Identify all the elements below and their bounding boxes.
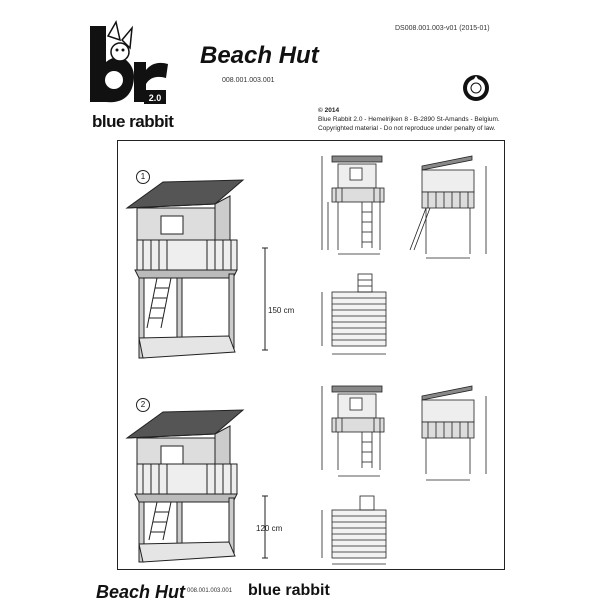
logo-version: 2.0	[148, 93, 162, 103]
side-elevation-1	[402, 156, 492, 269]
product-code: 008.001.003.001	[222, 77, 275, 84]
front-elevation-1	[318, 154, 398, 269]
document-id: DS008.001.003-v01 (2015-01)	[395, 25, 490, 32]
footer-brand: blue rabbit	[248, 582, 330, 599]
height-dimension-1	[262, 248, 268, 355]
variant-number-1: 1	[136, 170, 150, 184]
page-title: Beach Hut	[200, 42, 319, 69]
footer-title: Beach Hut	[96, 582, 186, 602]
height-label-1: 150 cm	[268, 306, 295, 315]
copyright-year: © 2014	[318, 107, 340, 114]
copyright-address: Blue Rabbit 2.0 - Hemelrijken 8 - B-2890 St-Amands - Belgium.	[318, 116, 500, 123]
perspective-drawing-2	[125, 408, 255, 573]
brand-logo-text: blue rabbit	[92, 112, 174, 131]
variant-number-2: 2	[136, 398, 150, 412]
certification-seal	[462, 74, 490, 102]
front-elevation-2	[318, 384, 398, 489]
top-view-2	[318, 494, 398, 573]
footer-code: 008.001.003.001	[187, 588, 233, 594]
blue-rabbit-logo	[82, 22, 172, 110]
side-elevation-2	[402, 386, 492, 491]
copyright-notice: Copyrighted material - Do not reproduce under penalty of law.	[318, 125, 496, 132]
top-view-1	[318, 270, 398, 363]
height-label-2: 120 cm	[256, 524, 283, 533]
copyright-block	[318, 106, 500, 133]
perspective-drawing-1	[125, 178, 255, 368]
